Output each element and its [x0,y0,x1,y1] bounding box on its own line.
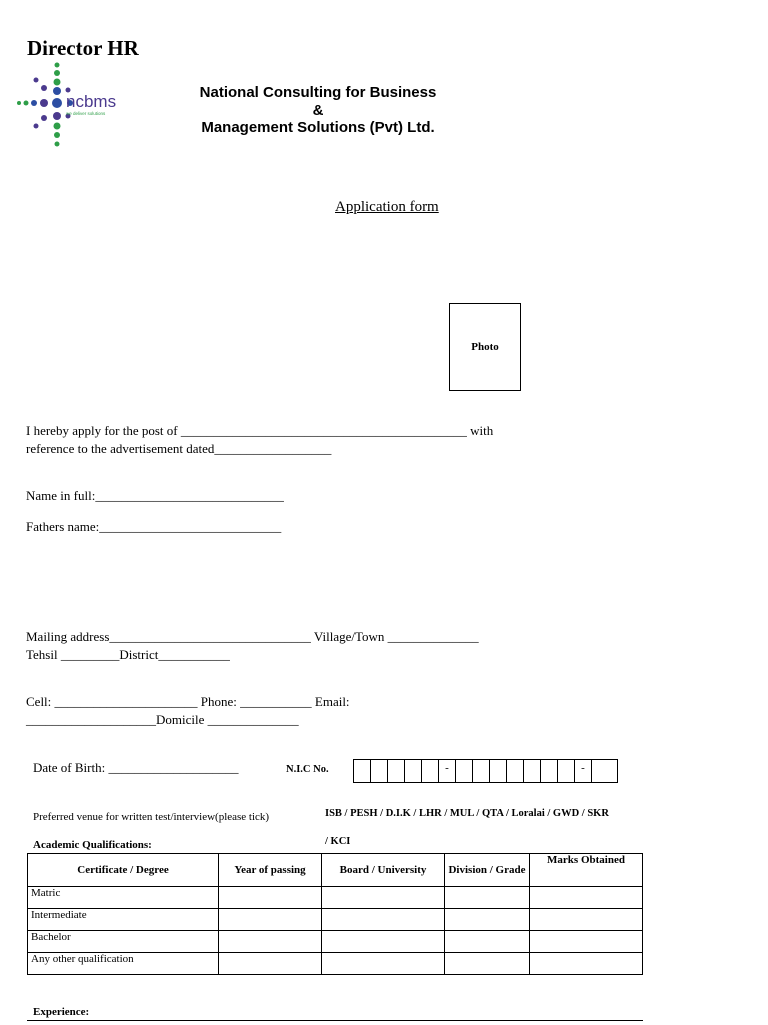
nic-digit[interactable] [388,760,405,782]
col-header-division: Division / Grade [445,854,530,887]
venue-label: Preferred venue for written test/interview(please tick) [33,811,270,823]
table-row [28,931,643,953]
row-label: Matric [28,887,219,909]
dob-field[interactable]: Date of Birth: ____________________ [33,760,239,775]
nic-digit[interactable] [558,760,575,782]
table-cell[interactable] [445,931,530,953]
table-row [28,887,643,909]
nic-digit[interactable] [524,760,541,782]
apply-line-1[interactable]: I hereby apply for the post of ____________________________________________ with [26,423,494,438]
table-cell[interactable] [322,953,445,975]
nic-separator: - [439,760,456,782]
col-header-year: Year of passing [219,854,322,887]
table-row [28,909,643,931]
form-title: Application form [335,199,439,215]
company-logo [14,60,144,152]
company-line-2: & [312,101,324,119]
table-cell[interactable] [219,953,322,975]
father-name-field[interactable]: Fathers name:____________________________ [26,519,282,534]
nic-digit[interactable] [422,760,439,782]
experience-table-edge [27,1020,643,1025]
table-cell[interactable] [530,931,643,953]
academic-label: Academic Qualifications: [33,839,152,851]
col-header-marks: Marks Obtained [530,854,643,887]
col-header-certificate: Certificate / Degree [28,854,219,887]
mailing-address-field[interactable]: Mailing address_______________________________ Village/Town ______________ [26,629,479,644]
row-label: Any other qualification [28,953,219,975]
table-row [28,953,643,975]
table-cell[interactable] [445,953,530,975]
table-cell[interactable] [530,909,643,931]
domicile-field[interactable]: ____________________Domicile ______________ [26,712,299,727]
nic-digit[interactable] [473,760,490,782]
row-label: Bachelor [28,931,219,953]
nic-digit[interactable] [541,760,558,782]
logo-wordmark: ncbms [66,92,117,111]
contact-field[interactable]: Cell: ______________________ Phone: ___________ Email: [26,694,350,709]
col-header-board: Board / University [322,854,445,887]
apply-line-2[interactable]: reference to the advertisement dated__________________ [26,441,332,456]
experience-label: Experience: [33,1006,90,1018]
academic-table [27,853,643,975]
nic-digit[interactable] [490,760,507,782]
table-cell[interactable] [322,931,445,953]
logo-dots-icon [17,63,73,147]
table-cell[interactable] [322,887,445,909]
table-cell[interactable] [445,909,530,931]
company-name [142,84,494,137]
nic-digit[interactable] [405,760,422,782]
nic-input[interactable] [353,759,618,783]
nic-digit[interactable] [456,760,473,782]
company-line-3: Management Solutions (Pvt) Ltd. [201,119,435,136]
photo-box[interactable] [449,303,521,391]
nic-label: N.I.C No. [286,764,329,775]
name-field[interactable]: Name in full:_____________________________ [26,488,284,503]
venue-options[interactable]: ISB / PESH / D.I.K / LHR / MUL / QTA / Loralai / GWD / SKR [325,808,609,819]
nic-digit[interactable] [354,760,371,782]
nic-digit[interactable] [371,760,388,782]
venue-options-cont[interactable]: / KCI [325,836,351,847]
table-cell[interactable] [445,887,530,909]
table-cell[interactable] [219,931,322,953]
table-cell[interactable] [219,909,322,931]
page-title: Director HR [27,36,139,60]
table-cell[interactable] [322,909,445,931]
nic-digit[interactable] [592,760,617,782]
row-label: Intermediate [28,909,219,931]
table-cell[interactable] [219,887,322,909]
nic-separator: - [575,760,592,782]
company-line-1: National Consulting for Business [199,84,437,101]
table-cell[interactable] [530,887,643,909]
logo-tagline: we deliver solutions [66,111,106,116]
tehsil-district-field[interactable]: Tehsil _________District___________ [26,647,230,662]
table-cell[interactable] [530,953,643,975]
photo-label: Photo [471,341,499,353]
nic-digit[interactable] [507,760,524,782]
